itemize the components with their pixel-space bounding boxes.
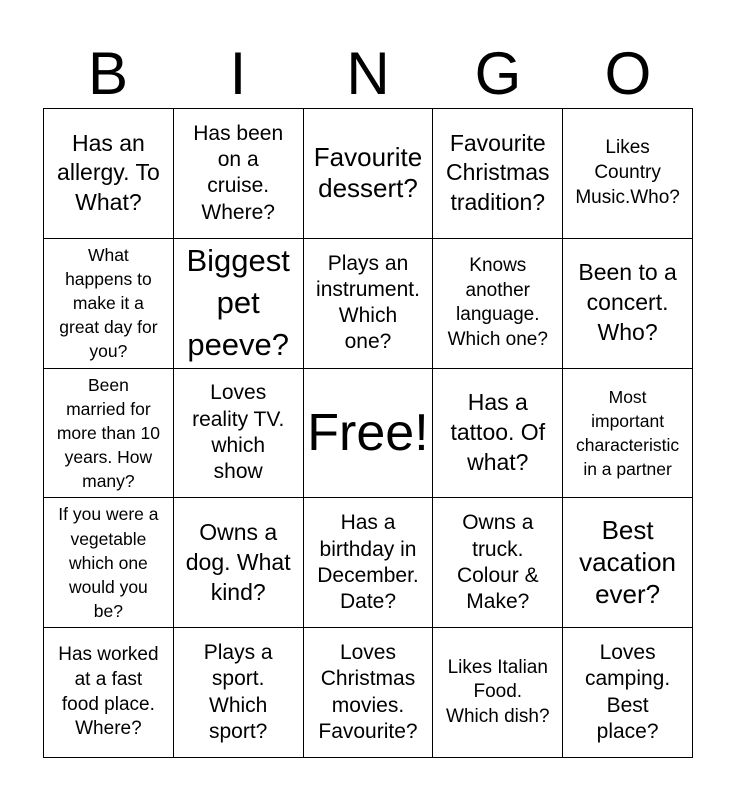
header-letter-n: N [346,40,390,107]
bingo-cell[interactable]: Likes Italian Food. Which dish? [433,628,563,758]
bingo-cell[interactable]: Been to a concert. Who? [563,239,693,369]
bingo-cell[interactable]: If you were a vegetable which one would you be? [44,498,174,628]
bingo-cell[interactable]: Favourite Christmas tradition? [433,109,563,239]
bingo-cell[interactable]: Likes Country Music.Who? [563,109,693,239]
bingo-cell[interactable]: Been married for more than 10 years. How many? [44,369,174,499]
bingo-cell[interactable]: Best vacation ever? [563,498,693,628]
bingo-header [43,40,693,108]
bingo-cell[interactable]: Has a birthday in December. Date? [304,498,434,628]
bingo-cell[interactable]: Knows another language. Which one? [433,239,563,369]
bingo-cell[interactable]: What happens to make it a great day for you? [44,239,174,369]
bingo-cell[interactable]: Biggest pet peeve? [174,239,304,369]
header-letter-g: G [474,40,522,107]
bingo-cell[interactable]: Favourite dessert? [304,109,434,239]
header-letter-b: B [87,40,129,107]
header-letter-o: O [604,40,652,107]
bingo-cell[interactable]: Loves camping. Best place? [563,628,693,758]
bingo-cell[interactable]: Has worked at a fast food place. Where? [44,628,174,758]
free-space[interactable]: Free! [304,369,434,499]
bingo-cell[interactable]: Loves reality TV. which show [174,369,304,499]
bingo-cell[interactable]: Plays an instrument. Which one? [304,239,434,369]
bingo-cell[interactable]: Has an allergy. To What? [44,109,174,239]
bingo-cell[interactable]: Loves Christmas movies. Favourite? [304,628,434,758]
bingo-cell[interactable]: Owns a dog. What kind? [174,498,304,628]
bingo-cell[interactable]: Plays a sport. Which sport? [174,628,304,758]
bingo-cell[interactable]: Most important characteristic in a partner [563,369,693,499]
bingo-board [43,108,693,758]
bingo-cell[interactable]: Has been on a cruise. Where? [174,109,304,239]
bingo-cell[interactable]: Owns a truck. Colour & Make? [433,498,563,628]
header-letter-i: I [229,40,247,107]
bingo-cell[interactable]: Has a tattoo. Of what? [433,369,563,499]
